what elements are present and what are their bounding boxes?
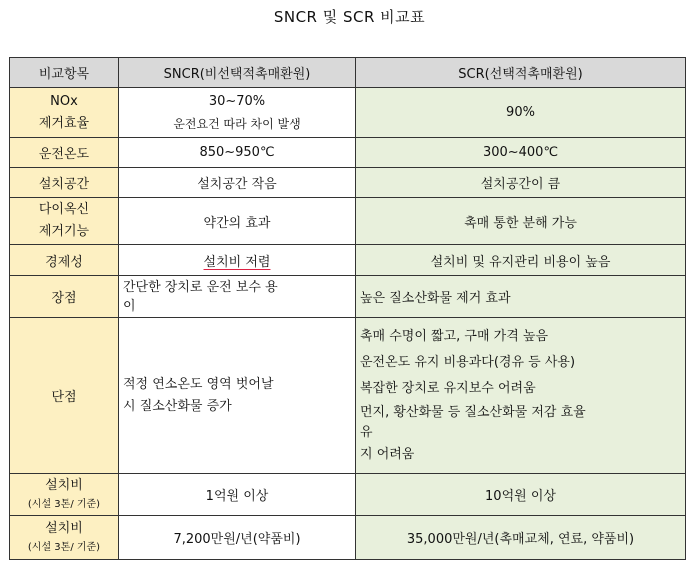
row-label-note: (시설 3톤/ 기준) (27, 541, 101, 553)
sncr-cell (119, 318, 356, 474)
row-label-line: 경제성 (45, 254, 83, 270)
row-label (10, 245, 119, 276)
cell-line: 시 질소산화물 증가 (123, 398, 232, 414)
row-label-line: 다이옥신 (38, 202, 90, 217)
row-label-note: (시설 3톤/ 기준) (27, 498, 101, 510)
cell-line: 설치비 저렴 (203, 254, 271, 270)
row-label (10, 516, 119, 560)
cell-line: 설치비 및 유지관리 비용이 높음 (430, 254, 611, 270)
cell-line: 설치공간이 큼 (480, 177, 561, 192)
row-label-line: 장점 (51, 291, 77, 306)
table-row (10, 516, 686, 560)
cell-line: 운전온도 유지 비용과다(경유 등 사용) (360, 354, 576, 370)
row-label-line: 운전온도 (38, 147, 90, 162)
sncr-cell (119, 516, 356, 560)
cell-line: 설치공간 작음 (197, 177, 277, 192)
row-label-line: 설치비 (45, 520, 83, 536)
row-label (10, 138, 119, 168)
row-label (10, 168, 119, 198)
cell-line: 먼지, 황산화물 등 질소산화물 저감 효율 (360, 404, 586, 420)
scr-cell (356, 516, 686, 560)
row-label (10, 198, 119, 245)
cell-line: 약간의 효과 (203, 215, 271, 231)
row-label (10, 474, 119, 516)
cell-line: 1억원 이상 (205, 489, 269, 504)
row-label (10, 318, 119, 474)
cell-line: 7,200만원/년(약품비) (173, 532, 301, 547)
cell-line: 300~400℃ (482, 145, 559, 160)
row-label-line: 단점 (51, 390, 77, 405)
sncr-cell (119, 474, 356, 516)
scr-cell (356, 276, 686, 318)
row-label-line: 설치비 (45, 477, 83, 493)
comparison-table (9, 57, 686, 560)
page-title: SNCR 및 SCR 비교표 (273, 8, 426, 26)
cell-line: 운전요건 따라 차이 발생 (173, 116, 301, 131)
cell-line: 촉매 통한 분해 가능 (464, 215, 577, 231)
scr-cell (356, 138, 686, 168)
row-label-line: 제거효율 (38, 115, 90, 131)
cell-line: 30~70% (208, 93, 266, 109)
table-row (10, 474, 686, 516)
cell-line: 촉매 수명이 짧고, 구매 가격 높음 (360, 328, 549, 344)
cell-line: 유 (360, 424, 373, 440)
cell-line: 높은 질소산화물 제거 효과 (360, 291, 511, 306)
row-label (10, 88, 119, 138)
scr-cell (356, 318, 686, 474)
table-row (10, 198, 686, 245)
table-row (10, 276, 686, 318)
cell-line: 지 어려움 (360, 446, 415, 462)
table-row (10, 138, 686, 168)
table-row (10, 245, 686, 276)
scr-cell (356, 198, 686, 245)
cell-line: 10억원 이상 (485, 489, 556, 504)
cell-line: 간단한 장치로 운전 보수 용 (123, 279, 278, 295)
scr-cell (356, 88, 686, 138)
header-scr: SCR(선택적촉매환원) (356, 58, 686, 88)
table-row (10, 168, 686, 198)
sncr-cell (119, 245, 356, 276)
sncr-cell (119, 276, 356, 318)
sncr-cell (119, 88, 356, 138)
table-row (10, 318, 686, 474)
row-label-line: NOx (50, 93, 78, 109)
table-row (10, 88, 686, 138)
cell-line: 35,000만원/년(촉매교체, 연료, 약품비) (406, 532, 635, 547)
scr-cell (356, 245, 686, 276)
cell-line: 90% (506, 105, 535, 120)
scr-cell (356, 474, 686, 516)
header-sncr: SNCR(비선택적촉매환원) (119, 58, 356, 88)
row-label-line: 설치공간 (38, 177, 90, 192)
cell-line: 이 (123, 298, 136, 314)
row-label-line: 제거기능 (38, 224, 90, 239)
header-row (10, 58, 686, 88)
row-label (10, 276, 119, 318)
sncr-cell (119, 168, 356, 198)
cell-line: 적정 연소온도 영역 벗어날 (123, 376, 274, 392)
sncr-cell (119, 138, 356, 168)
scr-cell (356, 168, 686, 198)
cell-line: 850~950℃ (199, 145, 275, 160)
sncr-cell (119, 198, 356, 245)
header-item: 비교항목 (10, 58, 119, 88)
cell-line: 복잡한 장치로 유지보수 어려움 (360, 380, 536, 396)
